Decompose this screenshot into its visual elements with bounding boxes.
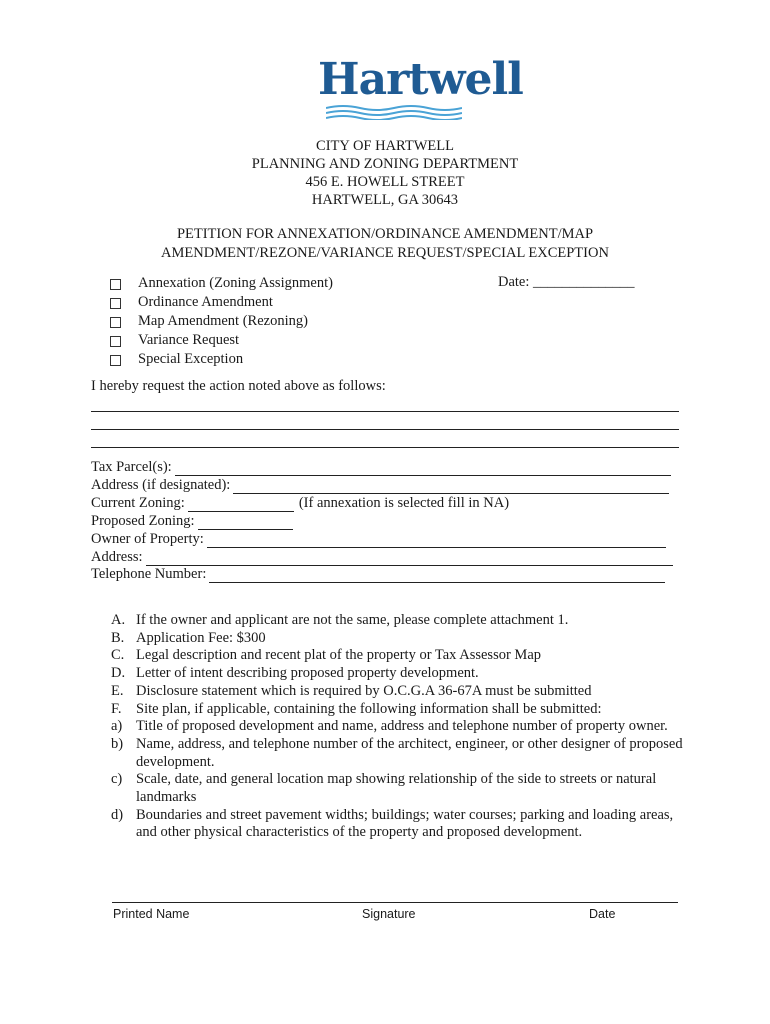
department-header <box>0 137 770 209</box>
list-item: C. Legal description and recent plat of the property or Tax Assessor Map <box>111 647 542 664</box>
list-item: F. Site plan, if applicable, containing the following information shall be submitted: <box>111 700 602 717</box>
petition-title <box>0 225 770 262</box>
title-line: AMENDMENT/REZONE/VARIANCE REQUEST/SPECIAL EXCEPTION <box>161 244 609 261</box>
zoning-note: (If annexation is selected fill in NA) <box>298 495 510 511</box>
field-blank[interactable] <box>209 569 665 583</box>
checkbox[interactable] <box>110 298 121 309</box>
date-field[interactable]: Date: ______________ <box>498 274 635 290</box>
checkbox[interactable] <box>110 336 121 347</box>
field-blank[interactable] <box>198 516 293 530</box>
option-label: Ordinance Amendment <box>138 294 273 310</box>
current-zoning-field[interactable] <box>91 495 509 512</box>
field-label: Proposed Zoning: <box>91 513 195 529</box>
option-ordinance-amendment[interactable] <box>110 293 333 312</box>
tax-parcel-field[interactable] <box>91 459 671 476</box>
checkbox[interactable] <box>110 355 121 366</box>
option-label: Variance Request <box>138 332 240 348</box>
field-label: Current Zoning: <box>91 495 185 511</box>
signature-line[interactable] <box>112 902 678 903</box>
option-special-exception[interactable] <box>110 350 333 369</box>
request-intro: I hereby request the action noted above as follows: <box>91 378 386 394</box>
list-item: d) Boundaries and street pavement widths; buildings; water courses; parking and loading areas, and other physical characteristics of the property and proposed development. <box>111 806 674 841</box>
option-label: Map Amendment (Rezoning) <box>138 313 308 329</box>
field-label: Owner of Property: <box>91 531 204 547</box>
date-label: Date <box>589 907 616 921</box>
request-line[interactable] <box>91 447 679 448</box>
printed-name-label: Printed Name <box>113 907 190 921</box>
request-type-options <box>110 274 333 369</box>
field-label: Tax Parcel(s): <box>91 459 172 475</box>
title-line: PETITION FOR ANNEXATION/ORDINANCE AMENDMENT/MAP <box>176 226 594 242</box>
field-blank[interactable] <box>146 552 673 566</box>
field-blank[interactable] <box>175 462 671 476</box>
list-item: b) Name, address, and telephone number of the architect, engineer, or other designer of proposed development. <box>111 735 683 770</box>
header-line: CITY OF HARTWELL <box>316 138 454 154</box>
field-label: Address (if designated): <box>91 477 231 493</box>
wave-icon <box>326 104 462 120</box>
option-annexation[interactable] <box>110 274 333 293</box>
telephone-field[interactable] <box>91 566 665 583</box>
request-line[interactable] <box>91 411 679 412</box>
address-designated-field[interactable] <box>91 477 669 494</box>
proposed-zoning-field[interactable] <box>91 513 293 530</box>
option-variance-request[interactable] <box>110 331 333 350</box>
checkbox[interactable] <box>110 279 121 290</box>
field-label: Address: <box>91 549 143 565</box>
request-line[interactable] <box>91 429 679 430</box>
logo-wordmark: Hartwell <box>318 54 523 105</box>
address-field[interactable] <box>91 549 673 566</box>
list-item: E. Disclosure statement which is required by O.C.G.A 36-67A must be submitted <box>111 682 592 699</box>
option-label: Annexation (Zoning Assignment) <box>138 275 333 291</box>
list-item: a) Title of proposed development and name, address and telephone number of property owner. <box>111 718 668 735</box>
checkbox[interactable] <box>110 317 121 328</box>
list-item: D. Letter of intent describing proposed property development. <box>111 665 479 682</box>
signature-label: Signature <box>362 907 416 921</box>
option-label: Special Exception <box>138 351 244 367</box>
hartwell-logo <box>318 52 523 124</box>
option-map-amendment[interactable] <box>110 312 333 331</box>
field-label: Telephone Number: <box>91 566 207 582</box>
field-blank[interactable] <box>188 498 294 512</box>
header-line: HARTWELL, GA 30643 <box>311 192 459 208</box>
field-blank[interactable] <box>207 534 666 548</box>
field-blank[interactable] <box>233 480 669 494</box>
list-item: B. Application Fee: $300 <box>111 629 266 646</box>
owner-field[interactable] <box>91 531 666 548</box>
header-line: PLANNING AND ZONING DEPARTMENT <box>251 156 519 172</box>
requirements-list <box>111 612 691 842</box>
header-line: 456 E. HOWELL STREET <box>305 174 465 190</box>
list-item: A. If the owner and applicant are not the same, please complete attachment 1. <box>111 612 569 628</box>
list-item: c) Scale, date, and general location map showing relationship of the side to streets or natural landmarks <box>111 771 657 806</box>
